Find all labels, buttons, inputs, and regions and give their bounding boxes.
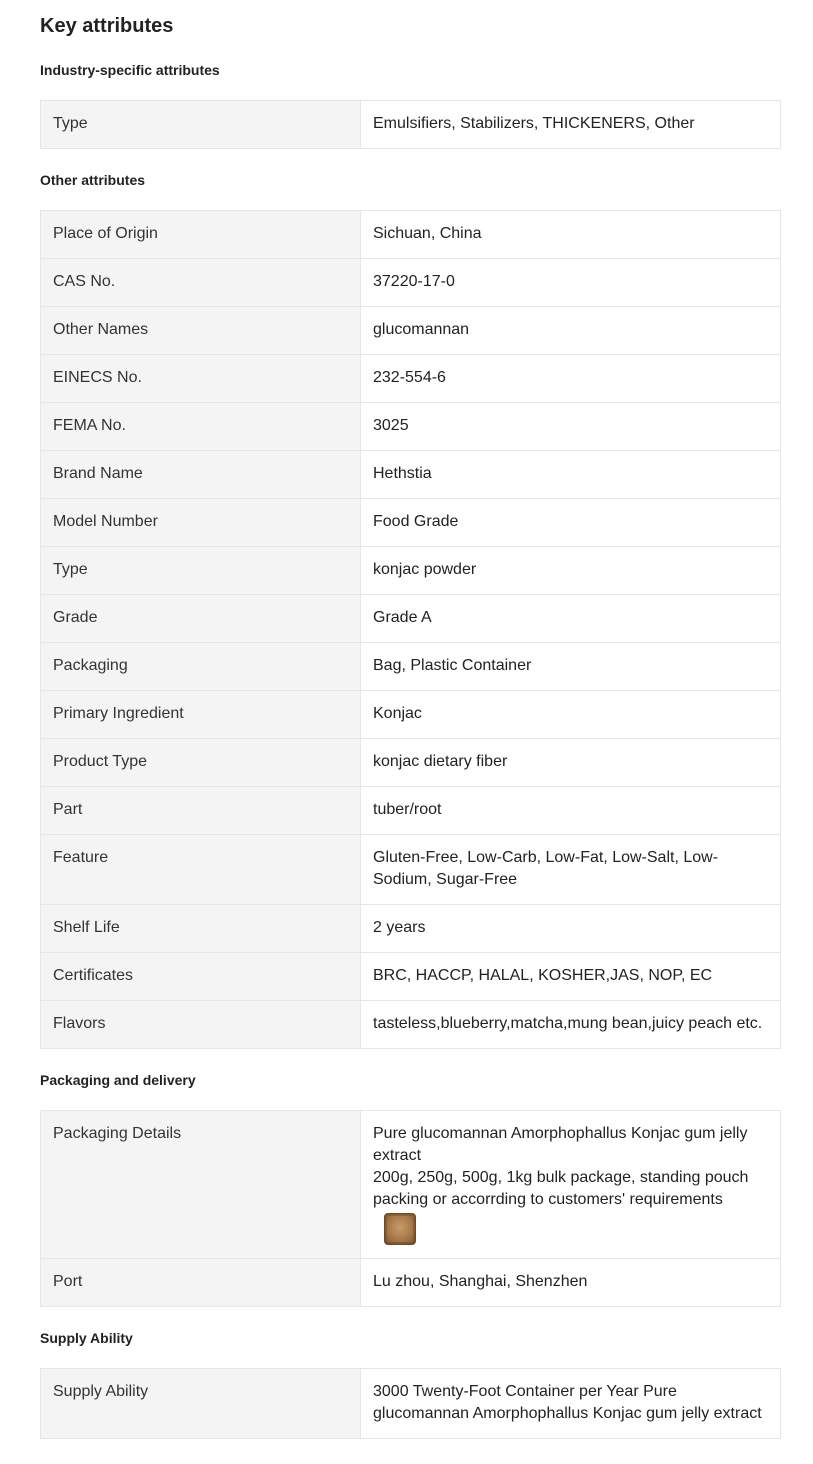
attr-key: Model Number	[41, 499, 361, 547]
section-title-supply: Supply Ability	[40, 1330, 133, 1346]
attr-key: FEMA No.	[41, 403, 361, 451]
packaging-details-line-1: Pure glucomannan Amorphophallus Konjac gum jelly extract	[373, 1125, 748, 1164]
table-row	[41, 499, 781, 547]
attr-value: tasteless,blueberry,matcha,mung bean,juicy peach etc.	[361, 1001, 781, 1049]
table-row	[41, 101, 781, 149]
other-attributes-table	[40, 210, 781, 1049]
table-row	[41, 787, 781, 835]
table-row	[41, 307, 781, 355]
page-title: Key attributes	[40, 15, 174, 37]
attr-value: Konjac	[361, 691, 781, 739]
attr-value: glucomannan	[361, 307, 781, 355]
table-row	[41, 835, 781, 905]
table-row	[41, 739, 781, 787]
section-title-packaging: Packaging and delivery	[40, 1072, 196, 1088]
table-row	[41, 905, 781, 953]
industry-attributes-table	[40, 100, 781, 149]
table-row	[41, 1001, 781, 1049]
section-title-industry: Industry-specific attributes	[40, 62, 220, 78]
attr-value	[361, 1111, 781, 1259]
attr-key: Primary Ingredient	[41, 691, 361, 739]
attr-value: Gluten-Free, Low-Carb, Low-Fat, Low-Salt, Low-Sodium, Sugar-Free	[361, 835, 781, 905]
attr-value: Emulsifiers, Stabilizers, THICKENERS, Other	[361, 101, 781, 149]
attr-key: CAS No.	[41, 259, 361, 307]
attr-key: Grade	[41, 595, 361, 643]
attr-key: Feature	[41, 835, 361, 905]
attr-key: Port	[41, 1259, 361, 1307]
packaging-thumbnail[interactable]	[384, 1213, 416, 1245]
attr-value: Hethstia	[361, 451, 781, 499]
attr-value: 37220-17-0	[361, 259, 781, 307]
attr-key: Brand Name	[41, 451, 361, 499]
table-row	[41, 1111, 781, 1259]
table-row	[41, 355, 781, 403]
table-row	[41, 1369, 781, 1439]
attr-value: konjac powder	[361, 547, 781, 595]
packaging-table	[40, 1110, 781, 1307]
attr-key: Packaging Details	[41, 1111, 361, 1259]
attr-value: Sichuan, China	[361, 211, 781, 259]
packaging-details-line-2: 200g, 250g, 500g, 1kg bulk package, standing pouch packing or accorrding to customers' requirements	[373, 1169, 749, 1208]
attr-key: Part	[41, 787, 361, 835]
table-row	[41, 259, 781, 307]
attr-value: Bag, Plastic Container	[361, 643, 781, 691]
table-row	[41, 953, 781, 1001]
attr-key: Type	[41, 547, 361, 595]
table-row	[41, 643, 781, 691]
table-row	[41, 403, 781, 451]
attr-key: Type	[41, 101, 361, 149]
attr-key: Packaging	[41, 643, 361, 691]
attr-value: Lu zhou, Shanghai, Shenzhen	[361, 1259, 781, 1307]
supply-table	[40, 1368, 781, 1439]
attr-key: Flavors	[41, 1001, 361, 1049]
table-row	[41, 211, 781, 259]
attr-key: Supply Ability	[41, 1369, 361, 1439]
attr-key: Product Type	[41, 739, 361, 787]
attr-value: 232-554-6	[361, 355, 781, 403]
table-row	[41, 547, 781, 595]
attr-value: Grade A	[361, 595, 781, 643]
attr-value: 3025	[361, 403, 781, 451]
attr-value: Food Grade	[361, 499, 781, 547]
attr-value: 2 years	[361, 905, 781, 953]
table-row	[41, 451, 781, 499]
table-row	[41, 1259, 781, 1307]
section-title-other: Other attributes	[40, 172, 146, 188]
table-row	[41, 595, 781, 643]
attr-value: tuber/root	[361, 787, 781, 835]
attr-key: Certificates	[41, 953, 361, 1001]
attr-key: Shelf Life	[41, 905, 361, 953]
attr-value: BRC, HACCP, HALAL, KOSHER,JAS, NOP, EC	[361, 953, 781, 1001]
attr-value: 3000 Twenty-Foot Container per Year Pure glucomannan Amorphophallus Konjac gum jelly extract	[361, 1369, 781, 1439]
attr-key: Place of Origin	[41, 211, 361, 259]
attr-key: Other Names	[41, 307, 361, 355]
attr-value: konjac dietary fiber	[361, 739, 781, 787]
table-row	[41, 691, 781, 739]
attr-key: EINECS No.	[41, 355, 361, 403]
